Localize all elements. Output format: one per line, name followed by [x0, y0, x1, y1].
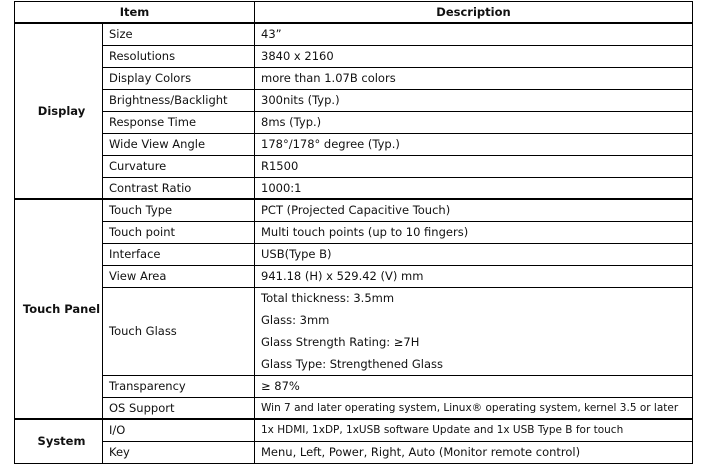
table-row: [15, 89, 693, 111]
item-label: Touch point: [103, 221, 255, 243]
item-value: more than 1.07B colors: [255, 67, 693, 89]
item-label: Wide View Angle: [103, 133, 255, 155]
item-label: Curvature: [103, 155, 255, 177]
table-row: [15, 45, 693, 67]
item-label: Display Colors: [103, 67, 255, 89]
table-row: [15, 441, 693, 463]
spec-table: [14, 1, 693, 464]
item-label: Response Time: [103, 111, 255, 133]
item-label: Resolutions: [103, 45, 255, 67]
item-value: 300nits (Typ.): [255, 89, 693, 111]
item-value: PCT (Projected Capacitive Touch): [255, 199, 693, 221]
item-label: View Area: [103, 265, 255, 287]
table-row: [15, 199, 693, 221]
table-row: [15, 243, 693, 265]
item-label-touch-glass: Touch Glass: [103, 287, 255, 375]
item-value: Total thickness: 3.5mm: [255, 287, 693, 309]
table-row: [15, 375, 693, 397]
item-label: OS Support: [103, 397, 255, 419]
table-row: [15, 265, 693, 287]
table-row: [15, 155, 693, 177]
item-label: Key: [103, 441, 255, 463]
item-value: 1x HDMI, 1xDP, 1xUSB software Update and 1x USB Type B for touch: [255, 419, 693, 441]
item-value: 8ms (Typ.): [255, 111, 693, 133]
table-row: [15, 133, 693, 155]
table-row: [15, 419, 693, 441]
item-value: Glass Strength Rating: ≥7H: [255, 331, 693, 353]
item-value: 941.18 (H) x 529.42 (V) mm: [255, 265, 693, 287]
item-label: Brightness/Backlight: [103, 89, 255, 111]
header-row: [15, 2, 693, 24]
header-item: Item: [15, 2, 255, 24]
item-value: 178°/178° degree (Typ.): [255, 133, 693, 155]
item-value: Glass: 3mm: [255, 309, 693, 331]
table-row: [15, 221, 693, 243]
item-value: Glass Type: Strengthened Glass: [255, 353, 693, 375]
item-value: 43”: [255, 23, 693, 45]
item-value: ≥ 87%: [255, 375, 693, 397]
item-value: Win 7 and later operating system, Linux® operating system, kernel 3.5 or later: [255, 397, 693, 419]
item-value: Menu, Left, Power, Right, Auto (Monitor remote control): [255, 441, 693, 463]
item-label: Transparency: [103, 375, 255, 397]
item-label: I/O: [103, 419, 255, 441]
table-row: [15, 177, 693, 199]
header-description: Description: [255, 2, 693, 24]
item-value: Multi touch points (up to 10 fingers): [255, 221, 693, 243]
item-value: USB(Type B): [255, 243, 693, 265]
item-value: 3840 x 2160: [255, 45, 693, 67]
table-row: [15, 67, 693, 89]
table-row: [15, 111, 693, 133]
item-label: Touch Type: [103, 199, 255, 221]
item-label: Interface: [103, 243, 255, 265]
table-row: [15, 287, 693, 309]
category-display: Display: [15, 23, 103, 199]
item-label: Contrast Ratio: [103, 177, 255, 199]
item-value: R1500: [255, 155, 693, 177]
category-touch-panel: Touch Panel: [15, 199, 103, 419]
item-label: Size: [103, 23, 255, 45]
table-row: [15, 23, 693, 45]
table-row: [15, 397, 693, 419]
item-value: 1000:1: [255, 177, 693, 199]
category-system: System: [15, 419, 103, 463]
